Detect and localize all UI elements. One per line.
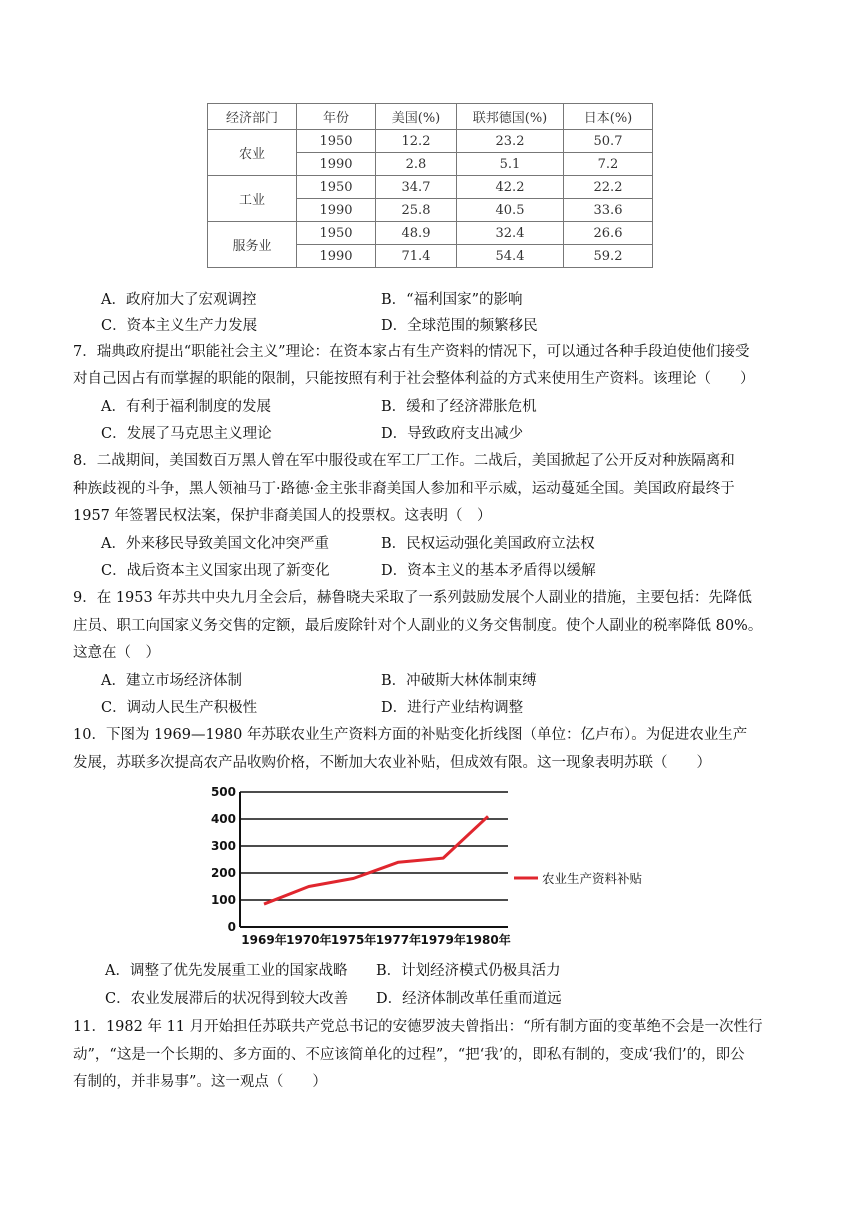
q9-stem-line: 庄员、职工向国家义务交售的定额，最后废除针对个人副业的义务交售制度。使个人副业的税率降低 80%。 — [73, 618, 763, 634]
table-cell: 59.2 — [564, 245, 653, 268]
chart-grid — [240, 792, 508, 927]
table-cell: 25.8 — [376, 199, 457, 222]
x-tick-label: 1980年 — [465, 933, 511, 947]
q7-option-b[interactable]: B．缓和了经济滞胀危机 — [381, 399, 537, 415]
table-row — [208, 222, 653, 245]
q6-option-a[interactable]: A．政府加大了宏观调控 — [101, 292, 257, 308]
series-line — [264, 816, 488, 904]
y-tick-label: 0 — [227, 920, 236, 934]
y-tick-labels — [211, 785, 236, 934]
table-cell: 1950 — [297, 222, 376, 245]
table-header-cell: 日本(%) — [564, 104, 653, 130]
y-tick-label: 200 — [210, 866, 236, 880]
subsidy-line-chart — [208, 782, 648, 952]
table-cell: 2.8 — [376, 153, 457, 176]
table-cell: 48.9 — [376, 222, 457, 245]
q10-option-d[interactable]: D．经济体制改革任重而道远 — [376, 991, 562, 1007]
table-header-cell: 联邦德国(%) — [457, 104, 564, 130]
table-cell: 1990 — [297, 245, 376, 268]
q9-option-c[interactable]: C．调动人民生产积极性 — [101, 700, 258, 716]
q8-option-a[interactable]: A．外来移民导致美国文化冲突严重 — [101, 536, 329, 552]
q8-option-c[interactable]: C．战后资本主义国家出现了新变化 — [101, 563, 330, 579]
q9-option-b[interactable]: B．冲破斯大林体制束缚 — [381, 673, 537, 689]
q9-option-d[interactable]: D．进行产业结构调整 — [381, 700, 524, 716]
table-cell: 12.2 — [376, 130, 457, 153]
q6-option-c[interactable]: C．资本主义生产力发展 — [101, 318, 258, 334]
table-cell: 1990 — [297, 153, 376, 176]
table-header-cell: 年份 — [297, 104, 376, 130]
table-row — [208, 176, 653, 199]
y-tick-label: 500 — [210, 785, 236, 799]
table-cell: 1990 — [297, 199, 376, 222]
q11-stem-line: 11．1982 年 11 月开始担任苏联共产党总书记的安德罗波夫曾指出：“所有制方面的变革绝不会是一次性行 — [73, 1019, 763, 1035]
q8-option-b[interactable]: B．民权运动强化美国政府立法权 — [381, 536, 595, 552]
sector-cell: 工业 — [208, 176, 297, 222]
q10-stem-line: 发展，苏联多次提高农产品收购价格，不断加大农业补贴，但成效有限。这一现象表明苏联（ ） — [73, 755, 711, 771]
x-tick-label: 1969年 — [241, 933, 287, 947]
x-tick-label: 1970年 — [286, 933, 332, 947]
q10-stem-line: 10．下图为 1969—1980 年苏联农业生产资料方面的补贴变化折线图（单位：亿卢布）。为促进农业生产 — [73, 727, 748, 743]
chart-series — [264, 816, 488, 904]
table-cell: 22.2 — [564, 176, 653, 199]
table-cell: 1950 — [297, 130, 376, 153]
table-cell: 40.5 — [457, 199, 564, 222]
q8-option-d[interactable]: D．资本主义的基本矛盾得以缓解 — [381, 563, 596, 579]
q10-option-a[interactable]: A．调整了优先发展重工业的国家战略 — [105, 963, 348, 979]
q7-option-d[interactable]: D．导致政府支出减少 — [381, 426, 524, 442]
q7-option-c[interactable]: C．发展了马克思主义理论 — [101, 426, 272, 442]
table-header-cell: 美国(%) — [376, 104, 457, 130]
x-tick-label: 1979年 — [420, 933, 466, 947]
table-cell: 42.2 — [457, 176, 564, 199]
q7-option-a[interactable]: A．有利于福利制度的发展 — [101, 399, 271, 415]
table-cell: 34.7 — [376, 176, 457, 199]
sector-cell: 农业 — [208, 130, 297, 176]
sector-cell: 服务业 — [208, 222, 297, 268]
table-cell: 23.2 — [457, 130, 564, 153]
q7-stem-line: 7．瑞典政府提出“职能社会主义”理论：在资本家占有生产资料的情况下，可以通过各种手段迫使他们接受 — [73, 344, 750, 360]
table-cell: 26.6 — [564, 222, 653, 245]
table-row — [208, 130, 653, 153]
q8-stem-line: 种族歧视的斗争，黑人领袖马丁·路德·金主张非裔美国人参加和平示威，运动蔓延全国。美国政府最终于 — [73, 481, 735, 497]
q11-stem-line: 有制的，并非易事”。这一观点（ ） — [73, 1074, 327, 1090]
q6-option-b[interactable]: B．“福利国家”的影响 — [381, 292, 523, 308]
table-cell: 33.6 — [564, 199, 653, 222]
q9-stem-line: 这意在（ ） — [73, 645, 160, 661]
y-tick-label: 400 — [210, 812, 236, 826]
table-cell: 71.4 — [376, 245, 457, 268]
table-header-row — [208, 104, 653, 130]
economic-sector-table — [207, 103, 653, 268]
table-header-cell: 经济部门 — [208, 104, 297, 130]
x-tick-label: 1975年 — [330, 933, 377, 947]
y-tick-label: 100 — [210, 893, 236, 907]
table-cell: 32.4 — [457, 222, 564, 245]
chart-legend — [514, 871, 643, 886]
q10-option-c[interactable]: C．农业发展滞后的状况得到较大改善 — [105, 991, 349, 1007]
table-cell: 7.2 — [564, 153, 653, 176]
q10-option-b[interactable]: B．计划经济模式仍极具活力 — [376, 963, 561, 979]
table-cell: 54.4 — [457, 245, 564, 268]
table-cell: 5.1 — [457, 153, 564, 176]
x-tick-label: 1977年 — [375, 933, 422, 947]
q9-option-a[interactable]: A．建立市场经济体制 — [101, 673, 242, 689]
q11-stem-line: 动”，“这是一个长期的、多方面的、不应该简单化的过程”，“把‘我’的，即私有制的，变成‘我们’的，即公 — [73, 1047, 745, 1063]
x-tick-labels — [241, 932, 510, 947]
table-cell: 50.7 — [564, 130, 653, 153]
y-tick-label: 300 — [210, 839, 236, 853]
q8-stem-line: 8．二战期间，美国数百万黑人曾在军中服役或在军工厂工作。二战后，美国掀起了公开反对种族隔离和 — [73, 453, 735, 469]
legend-label: 农业生产资料补贴 — [542, 871, 643, 886]
q6-option-d[interactable]: D．全球范围的频繁移民 — [381, 318, 538, 334]
table-cell: 1950 — [297, 176, 376, 199]
q8-stem-line: 1957 年签署民权法案，保护非裔美国人的投票权。这表明（ ） — [73, 508, 492, 524]
q7-stem-line: 对自己因占有而掌握的职能的限制，只能按照有利于社会整体利益的方式来使用生产资料。该理论（ ） — [73, 371, 755, 387]
q9-stem-line: 9．在 1953 年苏共中央九月全会后，赫鲁晓夫采取了一系列鼓励发展个人副业的措施，主要包括：先降低 — [73, 590, 752, 606]
